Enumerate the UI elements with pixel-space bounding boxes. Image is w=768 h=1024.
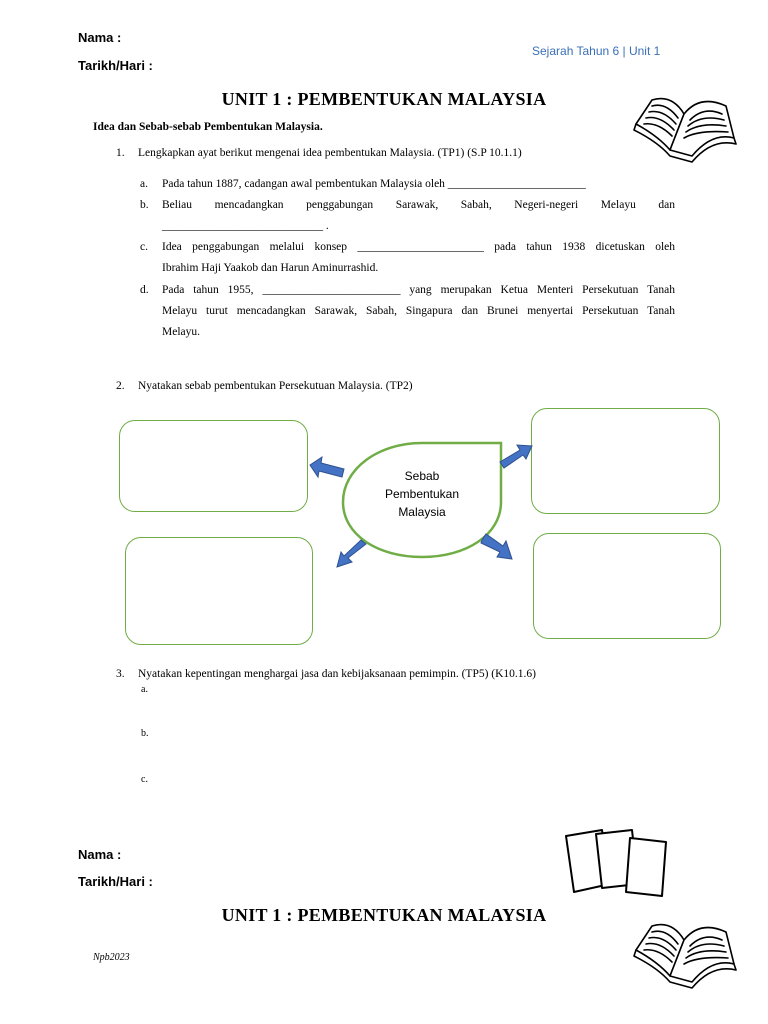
q1-a-text: Pada tahun 1887, cadangan awal pembentukan Malaysia oleh ________________________ [162, 178, 586, 190]
q2-number: 2. [116, 380, 125, 392]
center-topic-label [338, 467, 506, 521]
q1-d-line1: Pada tahun 1955, ________________________ yang merupakan Ketua Menteri Persekutuan Tanah [162, 284, 675, 296]
footer-code: Npb2023 [93, 952, 130, 963]
name-label: Nama : [78, 30, 122, 45]
center-topic-line2: Pembentukan [384, 487, 460, 501]
q3-b-label: b. [141, 728, 149, 739]
arrow-lower-left-icon [334, 538, 368, 570]
q3-c-label: c. [141, 774, 148, 785]
section-heading: Idea dan Sebab-sebab Pembentukan Malaysia. [93, 121, 323, 133]
q1-d-label: d. [140, 284, 149, 296]
page-title: UNIT 1 : PEMBENTUKAN MALAYSIA [221, 89, 547, 109]
open-book-icon-2 [630, 910, 740, 990]
answer-box-bottom-left[interactable] [125, 537, 313, 645]
page-title-2: UNIT 1 : PEMBENTUKAN MALAYSIA [221, 905, 547, 925]
answer-box-top-right[interactable] [531, 408, 720, 514]
q1-b-line2: ____________________________ . [162, 220, 329, 232]
arrow-lower-right-icon [479, 532, 515, 562]
q1-number: 1. [116, 147, 125, 159]
q1-b-line1: Beliau mencadangkan penggabungan Sarawak, Sabah, Negeri-negeri Melayu dan [162, 199, 675, 211]
q3-number: 3. [116, 668, 125, 680]
q3-question: Nyatakan kepentingan menghargai jasa dan kebijaksanaan pemimpin. (TP5) (K10.1.6) [138, 668, 537, 680]
q1-a-label: a. [140, 178, 148, 190]
q1-c-label: c. [140, 241, 148, 253]
q1-question: Lengkapkan ayat berikut mengenai idea pembentukan Malaysia. (TP1) (S.P 10.1.1) [138, 147, 522, 159]
center-topic-line3: Malaysia [398, 505, 446, 519]
q1-c-line2: Ibrahim Haji Yaakob dan Harun Aminurrashid. [162, 262, 379, 274]
q1-d-line3: Melayu. [162, 326, 201, 338]
answer-box-top-left[interactable] [119, 420, 308, 512]
q1-b-label: b. [140, 199, 149, 211]
q3-a-label: a. [141, 684, 148, 695]
arrow-upper-left-icon [308, 455, 348, 483]
q1-c-line1: Idea penggabungan melalui konsep ______________________ pada tahun 1938 dicetuskan oleh [162, 241, 675, 253]
date-label: Tarikh/Hari : [78, 58, 153, 73]
subject-reference: Sejarah Tahun 6 | Unit 1 [532, 44, 661, 58]
paper-stack-icon [562, 826, 676, 898]
answer-box-bottom-right[interactable] [533, 533, 721, 639]
center-topic-line1: Sebab [404, 469, 440, 483]
date-label-2: Tarikh/Hari : [78, 874, 153, 889]
q1-d-line2: Melayu turut mencadangkan Sarawak, Sabah, Singapura dan Brunei menyertai Persekutuan Tanah [162, 305, 675, 317]
q2-question: Nyatakan sebab pembentukan Persekutuan Malaysia. (TP2) [138, 380, 413, 392]
arrow-upper-right-icon [498, 442, 534, 472]
name-label-2: Nama : [78, 847, 122, 862]
